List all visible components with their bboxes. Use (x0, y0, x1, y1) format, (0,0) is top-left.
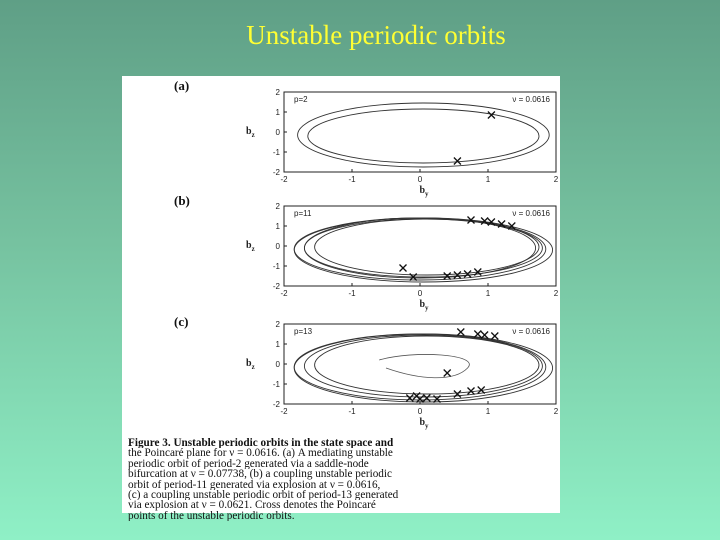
x-tick-label: -2 (280, 289, 288, 298)
y-tick-label: -2 (272, 168, 280, 177)
panel-b-label: (b) (174, 193, 190, 208)
x-axis-label: $b_y$ (419, 185, 429, 198)
poincare-point (423, 395, 430, 402)
y-tick-label: -1 (272, 262, 280, 271)
poincare-point (444, 370, 451, 377)
poincare-point (406, 395, 413, 402)
y-tick-label: 0 (275, 360, 280, 369)
poincare-point (474, 331, 481, 338)
nu-label: ν = 0.0616 (512, 209, 550, 218)
period-label: p=2 (294, 95, 308, 104)
x-tick-label: -2 (280, 175, 288, 184)
figure-caption (128, 438, 556, 521)
y-axis-label: $b_z$ (246, 126, 255, 139)
x-tick-label: 0 (417, 289, 423, 298)
poincare-point (481, 332, 488, 339)
x-axis-label: $b_y$ (419, 299, 429, 312)
y-tick-label: 1 (275, 222, 280, 231)
y-tick-label: -1 (272, 380, 280, 389)
caption-line: orbit of period-11 generated via explosion at ν = 0.0616, (128, 479, 381, 491)
y-tick-label: 2 (275, 202, 280, 211)
plot-panel-a (122, 84, 560, 204)
x-axis-label-sub: y (425, 304, 429, 312)
poincare-point (454, 158, 461, 165)
y-axis-label-sub: z (251, 245, 255, 253)
orbit-curve (304, 218, 535, 278)
y-axis-label-sub: z (251, 131, 255, 139)
poincare-point (457, 329, 464, 336)
poincare-point (491, 333, 498, 340)
x-tick-label: -1 (348, 407, 356, 416)
caption-line: periodic orbit of period-2 generated via a saddle-node (128, 458, 369, 470)
orbit-curve (294, 334, 552, 402)
orbit-curve (308, 109, 539, 163)
x-tick-label: -2 (280, 407, 288, 416)
poincare-point (454, 272, 461, 279)
x-axis-label-sub: y (425, 190, 429, 198)
poincare-point (454, 391, 461, 398)
caption-line: the Poincaré plane for ν = 0.0616. (a) A mediating unstable (128, 448, 393, 459)
x-tick-label: 2 (553, 289, 559, 298)
x-tick-label: 1 (485, 175, 491, 184)
caption-line: (c) a coupling unstable periodic orbit of period-13 generated (128, 490, 399, 501)
x-tick-label: -1 (348, 175, 356, 184)
poincare-point (464, 271, 471, 278)
caption-line: points of the unstable periodic orbits. (128, 510, 295, 522)
x-tick-label: 0 (417, 175, 423, 184)
y-tick-label: -2 (272, 282, 280, 291)
y-tick-label: 1 (275, 108, 280, 117)
y-axis-label: $b_z$ (246, 240, 255, 253)
slide-title: Unstable periodic orbits (246, 20, 506, 50)
panel-c-label: (c) (174, 314, 189, 329)
y-tick-label: 2 (275, 88, 280, 97)
y-axis-label: $b_z$ (246, 358, 255, 371)
nu-label: ν = 0.0616 (512, 327, 550, 336)
period-label: p=11 (294, 209, 312, 218)
nu-label: ν = 0.0616 (512, 95, 550, 104)
x-tick-label: 2 (553, 407, 559, 416)
panel-a-label: (a) (174, 78, 190, 93)
plot-panel-b (122, 198, 560, 318)
orbit-curve (298, 103, 550, 167)
x-tick-label: -1 (348, 289, 356, 298)
x-tick-label: 0 (417, 407, 423, 416)
orbit-curve (315, 336, 539, 394)
y-tick-label: -1 (272, 148, 280, 157)
poincare-point (468, 388, 475, 395)
poincare-point (400, 265, 407, 272)
y-tick-label: 0 (275, 128, 280, 137)
axes-frame (284, 92, 556, 172)
y-tick-label: 0 (275, 242, 280, 251)
caption-line: bifurcation at ν = 0.07738, (b) a coupling unstable periodic (128, 469, 392, 480)
caption-line: via explosion at ν = 0.0621. Cross denotes the Poincaré (128, 500, 376, 511)
x-tick-label: 2 (553, 175, 559, 184)
y-tick-label: 2 (275, 320, 280, 329)
y-tick-label: -2 (272, 400, 280, 409)
plot-panel-c (122, 316, 560, 436)
caption-line: Figure 3. Unstable periodic orbits in the state space and (128, 438, 394, 449)
x-axis-label: $b_y$ (419, 417, 429, 430)
period-label: p=13 (294, 327, 313, 336)
x-tick-label: 1 (485, 289, 491, 298)
y-axis-label-sub: z (251, 363, 255, 371)
x-axis-label-sub: y (425, 422, 429, 430)
x-tick-label: 1 (485, 407, 491, 416)
orbit-inner-curve (379, 354, 469, 377)
y-tick-label: 1 (275, 340, 280, 349)
figure-image (122, 76, 560, 522)
